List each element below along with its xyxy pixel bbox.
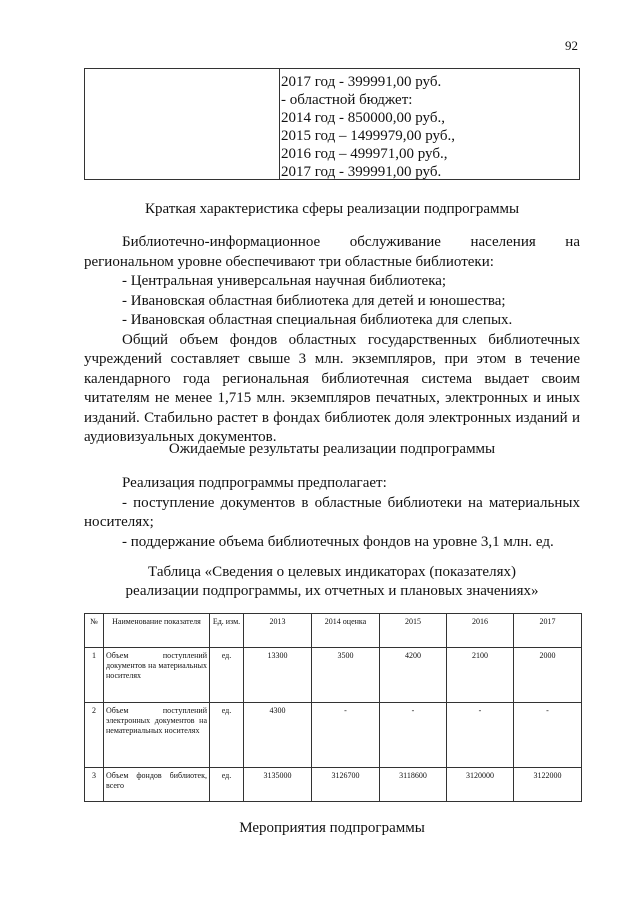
cell-2016: 3120000: [447, 768, 514, 802]
cell-2015: 4200: [380, 648, 447, 703]
cell-2017: 2000: [514, 648, 582, 703]
cell-2015: -: [380, 703, 447, 768]
header-name: Наименование показателя: [104, 614, 210, 648]
header-2013: 2013: [244, 614, 312, 648]
characteristics-text: [84, 233, 580, 448]
cell-2013: 13300: [244, 648, 312, 703]
cell-2016: 2100: [447, 648, 514, 703]
library-item: - Ивановская областная специальная библиотека для слепых.: [122, 312, 513, 328]
table-row: [85, 648, 582, 703]
financing-line: 2015 год – 1499979,00 руб.,: [281, 128, 455, 144]
paragraph: Реализация подпрограммы предполагает:: [122, 475, 387, 491]
page-number: 92: [565, 38, 578, 53]
indicators-table: [84, 613, 582, 802]
section-heading-results: Ожидаемые результаты реализации подпрограммы: [168, 441, 496, 457]
cell-num: 2: [85, 703, 104, 768]
cell-num: 3: [85, 768, 104, 802]
cell-2015: 3118600: [380, 768, 447, 802]
header-2015: 2015: [380, 614, 447, 648]
library-item: - Центральная универсальная научная библиотека;: [122, 273, 447, 289]
header-2014: 2014 оценка: [312, 614, 380, 648]
cell-2013: 4300: [244, 703, 312, 768]
cell-name: Объем поступлений электронных документов на нематериальных носителях: [104, 703, 210, 768]
header-2016: 2016: [447, 614, 514, 648]
library-item: - Ивановская областная библиотека для детей и юношества;: [122, 292, 506, 309]
paragraph: Общий объем фондов областных государственных библиотечных учреждений составляет свыше 3 млн. экземпляров, при этом в течение календарного года региональная библиотечная система выдает своим читателям не менее 1,715 млн. экземпляров печатных, электронных и иных изданий. Стабильно растет в фондах библиотек доля электронных изданий и аудиовизуальных документов.: [84, 331, 580, 445]
header-unit: Ед. изм.: [210, 614, 244, 648]
paragraph: Библиотечно-информационное обслуживание населения на региональном уровне обеспечивают три областные библиотеки:: [84, 234, 580, 270]
section-heading-activities: Мероприятия подпрограммы: [239, 820, 425, 836]
cell-2014: -: [312, 703, 380, 768]
cell-unit: ед.: [210, 648, 244, 703]
financing-line: 2017 год - 399991,00 руб.: [281, 164, 442, 180]
table-header-row: [85, 614, 582, 648]
cell-unit: ед.: [210, 768, 244, 802]
section-heading-characteristics: Краткая характеристика сферы реализации подпрограммы: [144, 201, 520, 217]
header-2017: 2017: [514, 614, 582, 648]
cell-name: Объем фондов библиотек, всего: [104, 768, 210, 802]
table-title: [84, 563, 580, 601]
financing-line: 2017 год - 399991,00 руб.: [281, 74, 442, 90]
cell-num: 1: [85, 648, 104, 703]
financing-line: 2014 год - 850000,00 руб.,: [281, 110, 445, 126]
result-item: - поступление документов в областные библиотеки на материальных носителях;: [84, 494, 580, 530]
cell-2013: 3135000: [244, 768, 312, 802]
header-num: №: [85, 614, 104, 648]
cell-unit: ед.: [210, 703, 244, 768]
table-title-line: Таблица «Сведения о целевых индикаторах (показателях): [148, 564, 516, 580]
results-text: [84, 474, 580, 552]
financing-lines: [281, 73, 455, 181]
result-item: - поддержание объема библиотечных фондов на уровне 3,1 млн. ед.: [122, 533, 554, 550]
financing-line: 2016 год – 499971,00 руб.,: [281, 146, 448, 162]
cell-2017: -: [514, 703, 582, 768]
cell-name: Объем поступлений документов на материальных носителях: [104, 648, 210, 703]
cell-2014: 3126700: [312, 768, 380, 802]
cell-2016: -: [447, 703, 514, 768]
cell-2014: 3500: [312, 648, 380, 703]
table-row: [85, 703, 582, 768]
box-divider: [279, 69, 280, 179]
cell-2017: 3122000: [514, 768, 582, 802]
table-row: [85, 768, 582, 802]
table-title-line: реализации подпрограммы, их отчетных и плановых значениях»: [125, 583, 539, 599]
financing-line: - областной бюджет:: [281, 92, 413, 108]
financing-box: [84, 68, 580, 180]
